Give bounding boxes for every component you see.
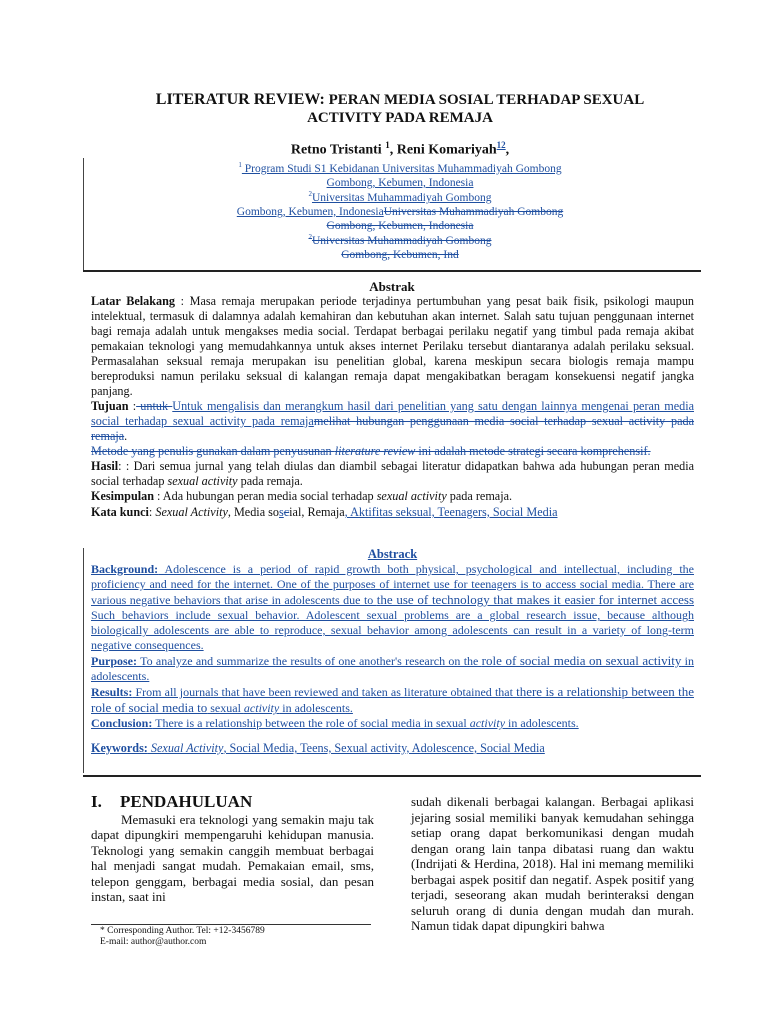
conclusion-label: Conclusion: xyxy=(91,716,153,730)
background-text-big: the use of technology that makes it easier for internet access xyxy=(376,592,695,607)
results-text-c: in adolescents. xyxy=(279,701,353,715)
purpose-text-a: To analyze and summarize the results of one another's research on the xyxy=(137,654,482,668)
aff2-line-1: Universitas Muhammadiyah Gombong xyxy=(311,191,492,204)
hasil-label: Hasil xyxy=(91,459,119,473)
tujuan-paragraph xyxy=(91,399,694,444)
aff2-sup: 2 xyxy=(308,190,312,198)
purpose-label: Purpose: xyxy=(91,654,137,668)
results-text-big: there is a relationship between the role of social media to xyxy=(91,684,694,715)
aff2-struck-2: Gombong, Kebumen, Indonesia xyxy=(326,219,474,232)
author-end: , xyxy=(505,142,510,158)
change-bar-bottom xyxy=(83,548,84,773)
background-paragraph xyxy=(91,562,694,653)
tujuan-colon: : xyxy=(128,399,137,413)
author-separator: , xyxy=(389,142,397,158)
kata-kunci-1: Sexual Activity xyxy=(155,505,228,519)
aff2-struck: Universitas Muhammadiyah Gombong xyxy=(383,205,564,218)
change-bar-top xyxy=(83,158,84,270)
affiliation-3 xyxy=(150,230,650,262)
rule-bottom xyxy=(83,775,701,777)
title-line-1 xyxy=(90,91,710,109)
abstrack-body xyxy=(91,562,694,731)
purpose-text-b: in adolescents. xyxy=(91,654,695,683)
aff1-sup: 1 xyxy=(238,161,242,169)
metode-a: Metode yang penulis gunakan dalam penyusunan xyxy=(91,444,335,458)
kesimpulan-italic: sexual activity xyxy=(376,489,447,503)
hasil-text-b: pada remaja. xyxy=(237,474,303,488)
results-text-a: From all journals that have been reviewed and taken as literature obtained that xyxy=(132,685,517,699)
aff2-line-2: Gombong, Kebumen, Indonesia xyxy=(236,205,384,218)
intro-paragraph-2: sudah dikenali berbagai kalangan. Berbagai aplikasi jejaring sosial memiliki banyak kemudahan sehingga setiap orang dapat berkomunikasi dengan mudah dengan orang lain tanpa dibatasi ruang dan waktu (Indrijati & Herdina, 2018). Hal ini memang memiliki berbagai aspek positif dan negatif. Aspek positif yang terjadi, seseorang akan mudah berinteraksi dengan seluruh orang di dunia dengan mudah dan murah. Namun tidak dapat dipungkiri bahwa xyxy=(411,794,694,933)
kesimpulan-text-b: pada remaja. xyxy=(446,489,513,503)
conclusion-italic: activity xyxy=(469,716,506,730)
latar-label: Latar Belakang xyxy=(91,294,175,308)
body-column-1 xyxy=(91,794,374,905)
latar-belakang-paragraph xyxy=(91,294,694,399)
tujuan-inserted: Untuk mengalisis dan merangkum hasil dari penelitian yang satu dengan lainnya mengenai peran media social terhadap sexual activity pada remaja xyxy=(91,399,694,428)
section-number: I. xyxy=(91,792,102,811)
author-list xyxy=(90,140,710,159)
background-text-a: Adolescence is a period of rapid growth both physical, psychological and intellectual, including the proficiency and need for the internet. One of the purposes of internet use for teenagers is to access social media. There are various negative behaviors that arise in adolescents due to xyxy=(91,562,694,607)
intro-paragraph-1: Memasuki era teknologi yang semakin maju tak dapat dipungkiri mempengaruhi kehidupan manusia. Teknologi yang semakin canggih membuat berbagai hal menjadi sangat mudah. Pemakaian email, sms, telepon genggam, berbagai media sosial, dan pesan instan, saat ini xyxy=(91,811,374,904)
aff1-line-2: Gombong, Kebumen, Indonesia xyxy=(326,176,474,189)
tujuan-struck-2: melihat hubungan penggunaan media social terhadap sexual activity pada remaja xyxy=(91,414,695,443)
metode-italic: literature review xyxy=(334,444,416,458)
rule-top xyxy=(83,270,701,272)
hasil-text-a: : : Dari semua jurnal yang telah diulas dan diambil sebagai literatur didapatkan bahwa ada hubungan peran media social terhadap xyxy=(91,459,694,488)
keywords-label: Keywords: xyxy=(91,741,148,755)
metode-c: ini adalah metode strategi secara komprehensif. xyxy=(415,444,651,458)
results-label: Results: xyxy=(91,685,133,699)
keywords-1: Sexual Activity xyxy=(147,741,224,755)
abstrak-body xyxy=(91,294,694,504)
results-paragraph xyxy=(91,684,694,716)
abstrack-heading: Abstrack xyxy=(367,547,418,561)
kata-kunci-inserted: , Aktifitas seksual, Teenagers, Social Media xyxy=(344,505,558,519)
affiliation-1 xyxy=(150,158,650,190)
tujuan-end: . xyxy=(124,429,128,443)
aff3-line-2: Gombong, Kebumen, Ind xyxy=(341,248,459,261)
kata-kunci xyxy=(91,505,694,520)
purpose-paragraph xyxy=(91,653,694,684)
kata-kunci-2b: ial, Remaja xyxy=(289,505,345,519)
metode-paragraph xyxy=(91,444,694,459)
affiliation-2 xyxy=(140,187,660,233)
aff3-line-1: Universitas Muhammadiyah Gombong xyxy=(311,234,492,247)
abstrak-heading: Abstrak xyxy=(369,279,415,294)
hasil-italic: sexual activity xyxy=(167,474,238,488)
conclusion-text-b: in adolescents. xyxy=(505,716,579,730)
kata-kunci-ins: s xyxy=(279,505,284,519)
author-2-sup: 12 xyxy=(496,140,506,150)
hasil-paragraph xyxy=(91,459,694,489)
results-italic: activity xyxy=(243,701,280,715)
paper-title xyxy=(90,91,710,127)
results-text-b: sexual xyxy=(207,701,244,715)
aff3-sup: 2 xyxy=(308,233,312,241)
section-title: PENDAHULUAN xyxy=(120,792,253,811)
kata-kunci-label: Kata kunci xyxy=(91,505,149,519)
title-part-2: PERAN MEDIA SOSIAL TERHADAP SEXUAL xyxy=(324,92,645,108)
author-1: Retno Tristanti xyxy=(290,142,386,158)
tujuan-label: Tujuan xyxy=(91,399,129,413)
kata-kunci-2a: , Media so xyxy=(227,505,279,519)
kata-kunci-colon: : xyxy=(148,505,156,519)
title-part-1: LITERATUR REVIEW: xyxy=(155,91,325,108)
aff1-line-1: Program Studi S1 Kebidanan Universitas Muhammadiyah Gombong xyxy=(241,162,562,175)
background-label: Background: xyxy=(91,562,159,576)
footnote xyxy=(100,926,265,948)
keywords-rest: , Social Media, Teens, Sexual activity, Adolescence, Social Media xyxy=(223,741,545,755)
body-column-2 xyxy=(411,794,694,934)
conclusion-paragraph xyxy=(91,716,694,731)
background-text-b: Such behaviors include sexual behavior. Adolescent sexual problems are a global research issue, because although biologically adolescents are able to reproduce, sexual behavior among adolescents can result in a variety of long-term negative consequences. xyxy=(91,608,694,652)
author-1-sup: 1 xyxy=(385,140,390,150)
kesimpulan-label: Kesimpulan xyxy=(91,489,154,503)
title-line-2: ACTIVITY PADA REMAJA xyxy=(307,110,493,126)
keywords-en xyxy=(91,741,694,756)
author-2: Reni Komariyah xyxy=(396,142,497,158)
kesimpulan-paragraph xyxy=(91,489,694,504)
footnote-line-1: * Corresponding Author. Tel: +12-3456789 xyxy=(100,926,265,936)
kesimpulan-text-a: : Ada hubungan peran media social terhadap xyxy=(154,489,377,503)
footnote-line-2: E-mail: author@author.com xyxy=(100,937,207,947)
conclusion-text-a: There is a relationship between the role of social media in sexual xyxy=(152,716,470,730)
purpose-text-big: role of social media on sexual activity xyxy=(481,653,682,668)
tujuan-struck-1: untuk xyxy=(136,399,173,413)
latar-text: : Masa remaja merupakan periode terjadinya pertumbuhan yang pesat baik fisik, psikologi maupun intelektual, termasuk di dalamnya adalah kemahiran dan kebutuhan akan internet. Salah satu tujuan penggunaan internet bagi remaja adalah untuk mengakses media social. Terdapat berbagai perilaku negatif yang timbul pada remaja akibat pemakaian teknologi yang memudahkannya untuk akses internet Perilaku tersebut diantaranya adalah perilaku seksual. Permasalahan seksual remaja merupakan isu penelitian global, karena meskipun secara biologis remaja mampu bereproduksi namun perilaku seksual di kalangan remaja dapat mengakibatkan beragam konsekuensi negatif jangka panjang. xyxy=(91,294,695,398)
kata-kunci-del: c xyxy=(283,505,290,519)
section-heading xyxy=(91,794,374,810)
footnote-separator xyxy=(91,924,371,925)
